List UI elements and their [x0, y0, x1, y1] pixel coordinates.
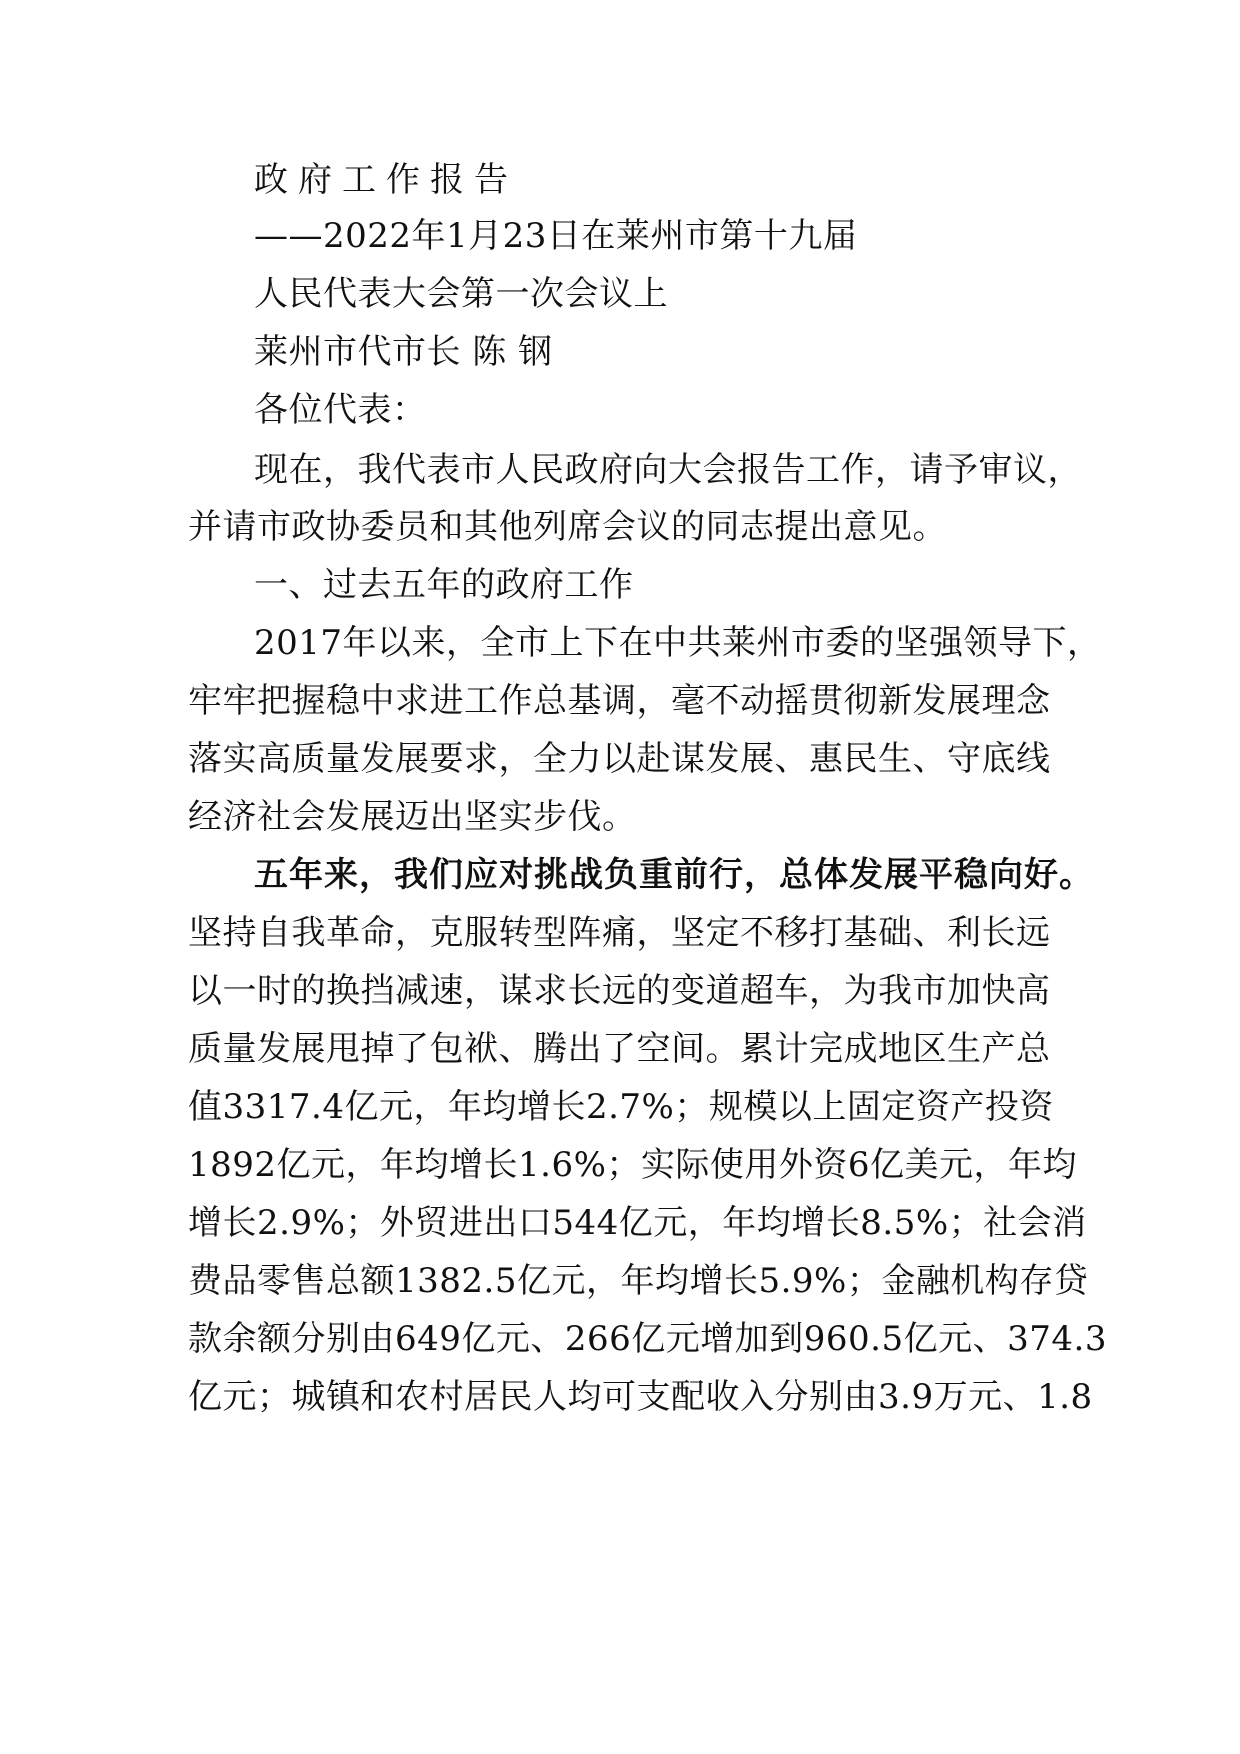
body-line: 经济社会发展迈出坚实步伐。	[188, 797, 637, 837]
body-line: 2017年以来，全市上下在中共莱州市委的坚强领导下，	[254, 623, 1102, 663]
section-heading: 一、过去五年的政府工作	[254, 565, 634, 605]
body-line: 款余额分别由649亿元、266亿元增加到960.5亿元、374.3	[188, 1319, 1107, 1359]
report-speaker: 莱州市代市长 陈 钢	[254, 332, 553, 372]
report-title: 政府工作报告	[254, 160, 518, 200]
body-line: 增长2.9%；外贸进出口544亿元，年均增长8.5%；社会消	[188, 1203, 1087, 1243]
body-line: 亿元；城镇和农村居民人均可支配收入分别由3.9万元、1.8	[188, 1377, 1093, 1417]
report-subtitle-line2: 人民代表大会第一次会议上	[254, 274, 668, 314]
body-line: 并请市政协委员和其他列席会议的同志提出意见。	[188, 507, 947, 547]
body-line: 牢牢把握稳中求进工作总基调，毫不动摇贯彻新发展理念	[188, 681, 1051, 721]
body-line: 值3317.4亿元，年均增长2.7%；规模以上固定资产投资	[188, 1087, 1054, 1127]
body-line: 坚持自我革命，克服转型阵痛，坚定不移打基础、利长远	[188, 913, 1051, 953]
body-line: 质量发展甩掉了包袱、腾出了空间。累计完成地区生产总	[188, 1029, 1051, 1069]
body-line: 落实高质量发展要求，全力以赴谋发展、惠民生、守底线	[188, 739, 1051, 779]
body-line: 1892亿元，年均增长1.6%；实际使用外资6亿美元，年均	[188, 1145, 1078, 1185]
report-subtitle-line1: ——2022年1月23日在莱州市第十九届	[254, 216, 858, 256]
body-line: 费品零售总额1382.5亿元，年均增长5.9%；金融机构存贷	[188, 1261, 1089, 1301]
salutation: 各位代表：	[254, 390, 427, 430]
body-line: 以一时的换挡减速，谋求长远的变道超车，为我市加快高	[188, 971, 1051, 1011]
body-line: 现在，我代表市人民政府向大会报告工作，请予审议，	[254, 450, 1082, 490]
bold-summary-line: 五年来，我们应对挑战负重前行，总体发展平稳向好。	[254, 855, 1094, 895]
